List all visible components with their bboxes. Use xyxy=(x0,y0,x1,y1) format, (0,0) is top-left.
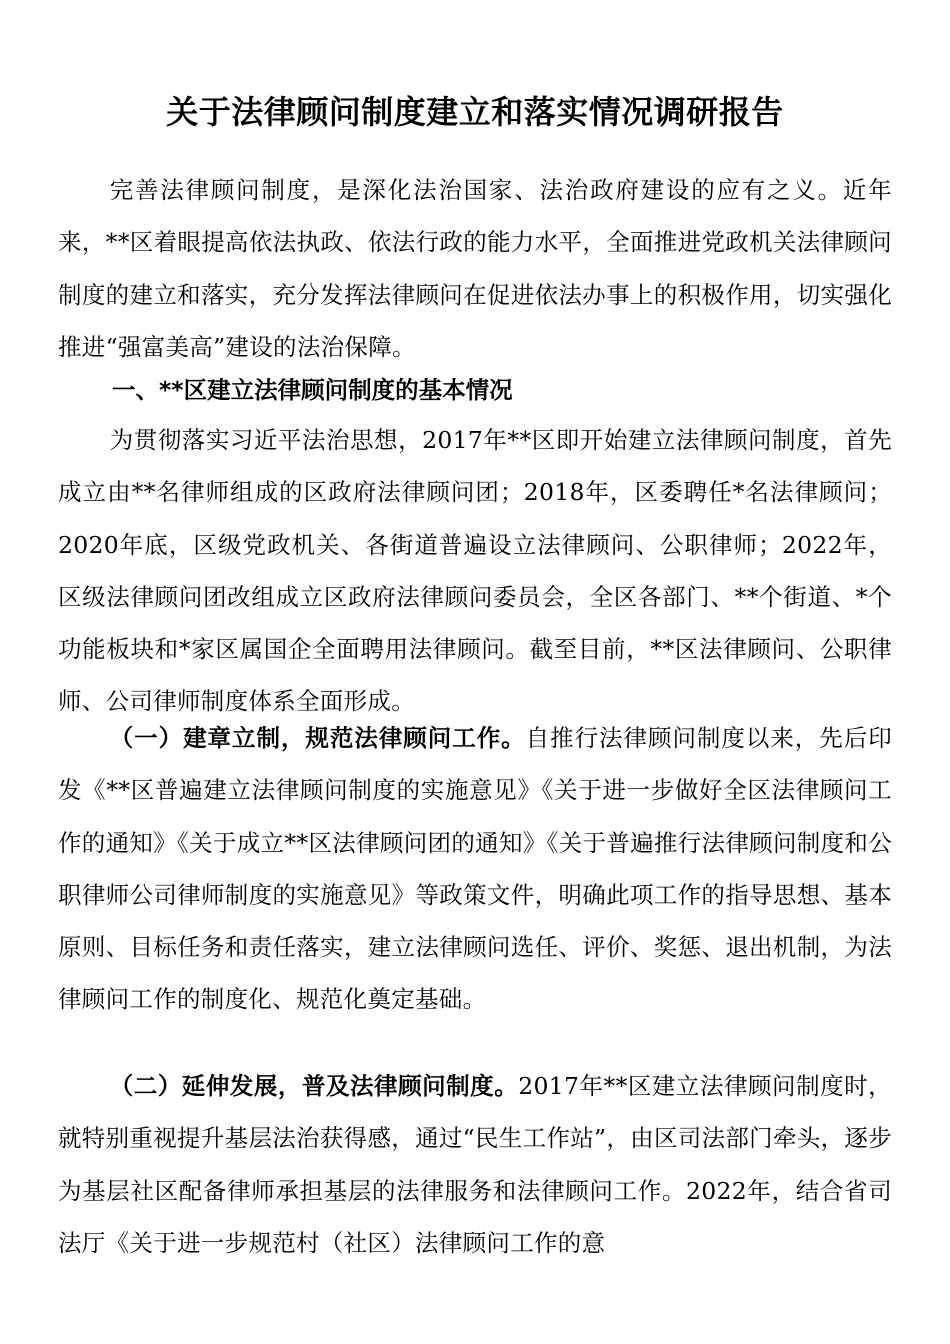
item-body-2: 2017年**区建立法律顾问制度时，就特别重视提升基层法治获得感，通过“民生工作站”，由区司法部门牵头，逐步为基层社区配备律师承担基层的法律服务和法律顾问工作。2022年，结合省司法厅《关于进一步规范村（社区）法律顾问工作的意 xyxy=(58,1072,892,1257)
intro-paragraph: 完善法律顾问制度，是深化法治国家、法治政府建设的应有之义。近年来，**区着眼提高依法执政、依法行政的能力水平，全面推进党政机关法律顾问制度的建立和落实，充分发挥法律顾问在促进依法办事上的积极作用，切实强化推进“强富美高”建设的法治保障。 xyxy=(58,176,892,361)
item-body-1: 自推行法律顾问制度以来，先后印发《**区普遍建立法律顾问制度的实施意见》《关于进一步做好全区法律顾问工作的通知》《关于成立**区法律顾问团的通知》《关于普遍推行法律顾问制度和公职律师公司律师制度的实施意见》等政策文件，明确此项工作的指导思想、基本原则、目标任务和责任落实，建立法律顾问选任、评价、奖惩、退出机制，为法律顾问工作的制度化、规范化奠定基础。 xyxy=(58,724,892,1014)
item-lead-1: （一）建章立制，规范法律顾问工作。 xyxy=(109,724,526,752)
section-heading: 一、**区建立法律顾问制度的基本情况 xyxy=(112,376,513,404)
document-title: 关于法律顾问制度建立和落实情况调研报告 xyxy=(166,93,784,131)
section-paragraph: 为贯彻落实习近平法治思想，2017年**区即开始建立法律顾问制度，首先成立由**名律师组成的区政府法律顾问团；2018年，区委聘任*名法律顾问；2020年底，区级党政机关、各街道普遍设立法律顾问、公职律师；2022年，区级法律顾问团改组成立区政府法律顾问委员会，全区各部门、**个街道、*个功能板块和*家区属国企全面聘用法律顾问。截至目前，**区法律顾问、公职律师、公司律师制度体系全面形成。 xyxy=(58,426,892,716)
item-paragraph-2 xyxy=(58,1060,892,1269)
item-paragraph-1 xyxy=(58,712,892,1026)
item-lead-2: （二）延伸发展，普及法律顾问制度。 xyxy=(109,1072,519,1100)
